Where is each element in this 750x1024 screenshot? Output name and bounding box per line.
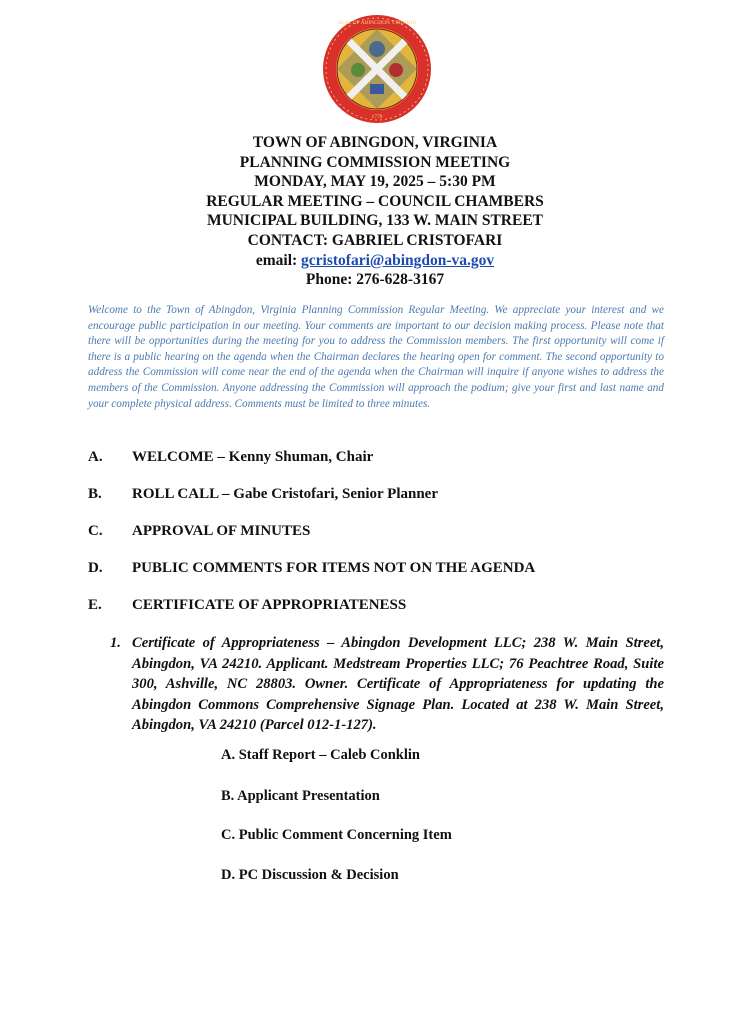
agenda-text: PUBLIC COMMENTS FOR ITEMS NOT ON THE AGENDA (132, 560, 536, 576)
agenda-letter: E. (88, 597, 102, 613)
town-seal (322, 14, 432, 124)
seal-flag-icon (370, 84, 384, 94)
header-town: TOWN OF ABINGDON, VIRGINIA (252, 134, 498, 151)
agenda-letter: D. (88, 560, 103, 576)
header-phone: Phone: 276-628-3167 (305, 271, 445, 289)
seal-wolf-icon (369, 41, 385, 57)
agenda-text: ROLL CALL – Gabe Cristofari, Senior Planner (132, 486, 438, 502)
agenda-text: WELCOME – Kenny Shuman, Chair (132, 449, 374, 465)
seal-plant-icon (351, 63, 365, 77)
seal-wheel-icon (389, 63, 403, 77)
seal-year: 1778 (371, 114, 383, 120)
welcome-paragraph: Welcome to the Town of Abingdon, Virginia Planning Commission Regular Meeting. We appreciate your interest and we encourage public participation in our meeting. Your comments are important to our decision making process. Please note that there will be opportunities during the meeting for you to address the Commission members. The first opportunity will come if there is a public hearing on the agenda when the Chairman declares the hearing open for comment. The second opportunity to address the Commission will come near the end of the agenda when the Chairman will inquire if anyone wishes to address the members of the Commission. Anyone addressing the Commission will approach the podium; give your first and last name and your complete physical address. Comments must be limited to three minutes. (88, 304, 664, 410)
header-date: MONDAY, MAY 19, 2025 – 5:30 PM (254, 173, 496, 191)
seal-ring-text: SEAL OF ABINGDON VIRGINIA (337, 20, 417, 26)
agenda-letter: B. (88, 486, 102, 502)
header-meeting: PLANNING COMMISSION MEETING (239, 153, 511, 171)
header-contact: CONTACT: GABRIEL CRISTOFARI (247, 231, 503, 249)
header-type: REGULAR MEETING – COUNCIL CHAMBERS (206, 192, 544, 210)
email-link[interactable]: gcristofari@abingdon-va.gov (301, 251, 495, 269)
step-staff-report: A. Staff Report – Caleb Conklin (221, 747, 420, 763)
header-email-line (0, 251, 750, 271)
header-location: MUNICIPAL BUILDING, 133 W. MAIN STREET (206, 212, 544, 230)
agenda-letter: A. (88, 449, 103, 465)
agenda-letter: C. (88, 523, 103, 539)
meeting-header (0, 133, 750, 290)
agenda-text: CERTIFICATE OF APPROPRIATENESS (132, 597, 407, 613)
email-label: email: (255, 251, 298, 269)
step-applicant-presentation: B. Applicant Presentation (221, 788, 380, 804)
step-discussion-decision: D. PC Discussion & Decision (221, 867, 399, 883)
item-description: Certificate of Appropriateness – Abingdon Development LLC; 238 W. Main Street, Abingdon, VA 24210. Applicant. Medstream Properties LLC; 76 Peachtree Road, Suite 300, Ashville, NC 28803. Owner. Certificate of Appropriateness for updating the Abingdon Commons Comprehensive Signage Plan. Located at 238 W. Main Street, Abingdon, VA 24210 (Parcel 012-1-127). (132, 635, 664, 733)
certificate-item-1 (110, 633, 664, 736)
item-number: 1. (110, 635, 121, 651)
agenda-text: APPROVAL OF MINUTES (132, 523, 311, 539)
step-public-comment: C. Public Comment Concerning Item (221, 827, 452, 843)
